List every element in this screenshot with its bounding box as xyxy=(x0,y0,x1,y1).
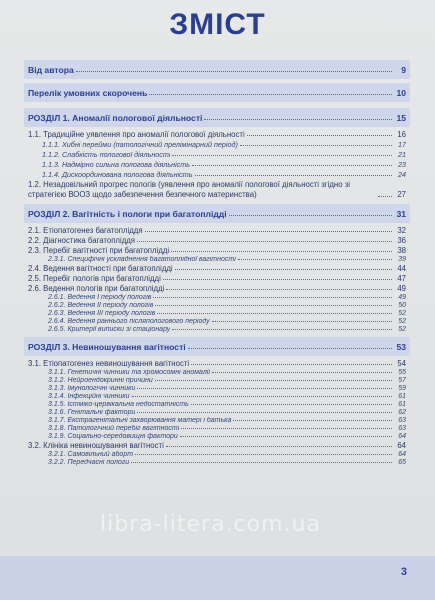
toc-entry-label: 2.6.1. Ведення І періоду пологів xyxy=(48,294,152,301)
spacer xyxy=(28,102,406,104)
toc-entry xyxy=(28,318,406,325)
toc-entry-page: 31 xyxy=(396,209,406,219)
toc-entry xyxy=(28,377,406,384)
leader-dots xyxy=(76,71,392,72)
toc-entry-label: 3.1.1. Генетичні чинники та хромосомні аномалії xyxy=(48,369,210,376)
toc-entry-page: 10 xyxy=(396,88,406,98)
toc-entry-label: 3.2.2. Передчасні пологи xyxy=(48,459,130,466)
toc-entry-page: 65 xyxy=(398,459,406,466)
toc-entry-label: 2.1. Етіопатогенез багатопліддя xyxy=(28,226,143,235)
toc-entry-page: 21 xyxy=(398,150,406,159)
toc-entry-label: 3.2. Клініка невиношування вагітності xyxy=(28,441,164,450)
leader-dots xyxy=(204,119,392,120)
table-of-contents xyxy=(28,60,406,466)
toc-entry xyxy=(28,459,406,466)
toc-entry xyxy=(28,393,406,400)
leader-dots xyxy=(132,396,393,397)
toc-entry-page: 36 xyxy=(397,236,406,245)
leader-dots xyxy=(172,329,392,330)
toc-entry-page: 64 xyxy=(398,451,406,458)
toc-entry xyxy=(28,294,406,301)
toc-entry-label: 3.1.3. Імунологічні чинники xyxy=(48,385,136,392)
toc-entry xyxy=(28,441,406,450)
toc-entry-label: 2.6.3. Ведення ІІІ періоду пологів xyxy=(48,310,156,317)
toc-entry-label: 2.6. Ведення пологів при багатоплідді xyxy=(28,284,165,293)
toc-entry-label: 2.6.4. Ведення раннього післяпологового періоду xyxy=(48,318,210,325)
leader-dots xyxy=(172,155,392,156)
toc-entry-page: 54 xyxy=(397,359,406,368)
toc-entry xyxy=(28,140,406,149)
leader-dots xyxy=(195,175,392,176)
page-number: 3 xyxy=(400,566,407,578)
leader-dots xyxy=(137,241,392,242)
toc-entry-page: 23 xyxy=(398,160,406,169)
leader-dots xyxy=(145,231,392,232)
leader-dots xyxy=(153,297,392,298)
leader-dots xyxy=(233,420,392,421)
toc-entry-page: 17 xyxy=(398,140,406,149)
spacer xyxy=(28,127,406,129)
toc-entry xyxy=(28,359,406,368)
toc-entry-label: РОЗДІЛ 1. Аномалії пологової діяльності xyxy=(28,113,203,123)
toc-entry-label: 3.1.6. Генітальні фактори xyxy=(48,409,136,416)
leader-dots xyxy=(171,251,392,252)
leader-dots xyxy=(192,165,392,166)
toc-section-entry xyxy=(24,204,410,223)
toc-entry xyxy=(28,433,406,440)
toc-entry xyxy=(28,274,406,283)
toc-entry xyxy=(28,180,406,200)
toc-entry xyxy=(28,256,406,263)
leader-dots xyxy=(229,215,392,216)
toc-entry xyxy=(28,302,406,309)
toc-section-entry xyxy=(24,83,410,102)
toc-entry-page: 52 xyxy=(398,326,406,333)
toc-entry xyxy=(28,246,406,255)
toc-entry xyxy=(28,385,406,392)
toc-entry-label: 3.2.1. Самовільний аборт xyxy=(48,451,134,458)
toc-entry xyxy=(28,284,406,293)
toc-entry-page: 63 xyxy=(398,425,406,432)
toc-entry-label: 1.1.2. Слабкість пологової діяльності xyxy=(42,150,171,159)
toc-entry-page: 32 xyxy=(397,226,406,235)
leader-dots xyxy=(175,269,392,270)
toc-entry-page: 24 xyxy=(398,170,406,179)
toc-entry xyxy=(28,160,406,169)
toc-entry-label: РОЗДІЛ 3. Невиношування вагітності xyxy=(28,342,186,352)
toc-entry xyxy=(28,326,406,333)
leader-dots xyxy=(149,94,392,95)
toc-entry-label: РОЗДІЛ 2. Вагітність і пологи при багатоплідді xyxy=(28,209,227,219)
leader-dots xyxy=(131,462,392,463)
toc-entry xyxy=(28,226,406,235)
toc-entry xyxy=(28,417,406,424)
toc-entry-page: 61 xyxy=(398,401,406,408)
toc-entry-page: 53 xyxy=(396,342,406,352)
toc-entry-page: 50 xyxy=(398,302,406,309)
leader-dots xyxy=(137,388,392,389)
footer-bar xyxy=(0,556,435,600)
toc-entry xyxy=(28,409,406,416)
toc-entry xyxy=(28,264,406,273)
toc-entry-label: 2.3. Перебіг вагітності при багатоплідді xyxy=(28,246,170,255)
toc-entry-label: 1.1.1. Хибні перейми (патологічний прелімінарний період) xyxy=(42,140,238,149)
toc-entry-page: 27 xyxy=(397,190,406,199)
toc-entry-label: 1.1.4. Дискоординована пологова діяльність xyxy=(42,170,193,179)
toc-entry-label: 2.2. Діагностика багатопліддя xyxy=(28,236,136,245)
spacer xyxy=(28,223,406,225)
leader-dots xyxy=(191,364,392,365)
toc-section-entry xyxy=(24,60,410,79)
leader-dots xyxy=(166,289,392,290)
toc-section-entry xyxy=(24,337,410,356)
leader-dots xyxy=(163,279,392,280)
toc-entry-label: 3.1.8. Патологічний перебіг вагітності xyxy=(48,425,180,432)
leader-dots xyxy=(181,428,392,429)
toc-entry-label: 3.1.2. Нейроендокринні причини xyxy=(48,377,153,384)
toc-entry-page: 62 xyxy=(398,409,406,416)
toc-entry-page: 52 xyxy=(398,318,406,325)
toc-entry xyxy=(28,369,406,376)
leader-dots xyxy=(240,145,392,146)
toc-entry-label: 3.1.5. Істміко-цервікальна недостатність xyxy=(48,401,189,408)
toc-entry-page: 59 xyxy=(398,385,406,392)
toc-entry xyxy=(28,236,406,245)
toc-entry-label: Перелік умовних скорочень xyxy=(28,88,148,98)
toc-entry xyxy=(28,310,406,317)
toc-entry-label: 3.1.9. Соціально-середовищні фактори xyxy=(48,433,178,440)
toc-entry xyxy=(28,130,406,139)
leader-dots xyxy=(166,446,392,447)
toc-entry xyxy=(28,150,406,159)
toc-entry-page: 52 xyxy=(398,310,406,317)
toc-entry-page: 47 xyxy=(397,274,406,283)
toc-entry-label: 2.6.5. Критерії виписки зі стаціонару xyxy=(48,326,171,333)
leader-dots xyxy=(180,436,392,437)
toc-entry-label: 2.5. Перебіг пологів при багатоплідді xyxy=(28,274,161,283)
toc-entry-page: 15 xyxy=(396,113,406,123)
toc-entry-page: 57 xyxy=(398,377,406,384)
toc-entry xyxy=(28,401,406,408)
leader-dots xyxy=(155,380,392,381)
leader-dots xyxy=(155,305,392,306)
leader-dots xyxy=(191,404,392,405)
watermark: libra-litera.com.ua xyxy=(100,512,321,537)
toc-entry-label: 1.1. Традиційне уявлення про аномалії пологової діяльності xyxy=(28,130,245,139)
toc-section-entry xyxy=(24,108,410,127)
toc-entry-page: 44 xyxy=(397,264,406,273)
leader-dots xyxy=(247,135,392,136)
toc-entry-label: 2.6.2. Ведення ІІ періоду пологів xyxy=(48,302,154,309)
leader-dots xyxy=(238,259,392,260)
toc-entry-label: 2.4. Ведення вагітності при багатоплідді xyxy=(28,264,173,273)
toc-entry-page: 63 xyxy=(398,417,406,424)
leader-dots xyxy=(135,454,392,455)
toc-entry-label: 3.1.4. Інфекційні чинники xyxy=(48,393,130,400)
toc-entry-page: 61 xyxy=(398,393,406,400)
leader-dots xyxy=(378,196,392,197)
leader-dots xyxy=(157,313,392,314)
toc-entry-label: 3.1.7. Екстрагенітальні захворювання матері і батька xyxy=(48,417,232,424)
toc-entry-page: 38 xyxy=(397,246,406,255)
toc-entry-page: 64 xyxy=(398,433,406,440)
toc-entry-label: 1.2. Незадовільний прогрес пологів (уявлення про аномалії пологової діяльності згідно зі стратегією ВООЗ щодо забезпечення безпечного материнства) xyxy=(28,180,351,199)
toc-entry-page: 16 xyxy=(397,130,406,139)
toc-entry-label: 3.1. Етіопатогенез невиношування вагітності xyxy=(28,359,190,368)
toc-entry-label: Від автора xyxy=(28,65,74,75)
toc-entry-page: 64 xyxy=(397,441,406,450)
toc-entry-page: 9 xyxy=(401,65,406,75)
toc-entry-page: 55 xyxy=(398,369,406,376)
leader-dots xyxy=(212,321,392,322)
toc-entry-page: 39 xyxy=(398,256,406,263)
toc-entry-label: 1.1.3. Надмірно сильна пологова діяльність xyxy=(42,160,191,169)
toc-entry xyxy=(28,451,406,458)
toc-entry-label: 2.3.1. Специфічні ускладнення багатоплідної вагітності xyxy=(48,256,236,263)
toc-entry-page: 49 xyxy=(397,284,406,293)
page-title: ЗМІСТ xyxy=(169,8,266,41)
toc-entry xyxy=(28,170,406,179)
leader-dots xyxy=(212,372,392,373)
spacer xyxy=(28,356,406,358)
leader-dots xyxy=(188,348,392,349)
toc-entry-page: 49 xyxy=(398,294,406,301)
toc-entry xyxy=(28,425,406,432)
leader-dots xyxy=(137,412,392,413)
